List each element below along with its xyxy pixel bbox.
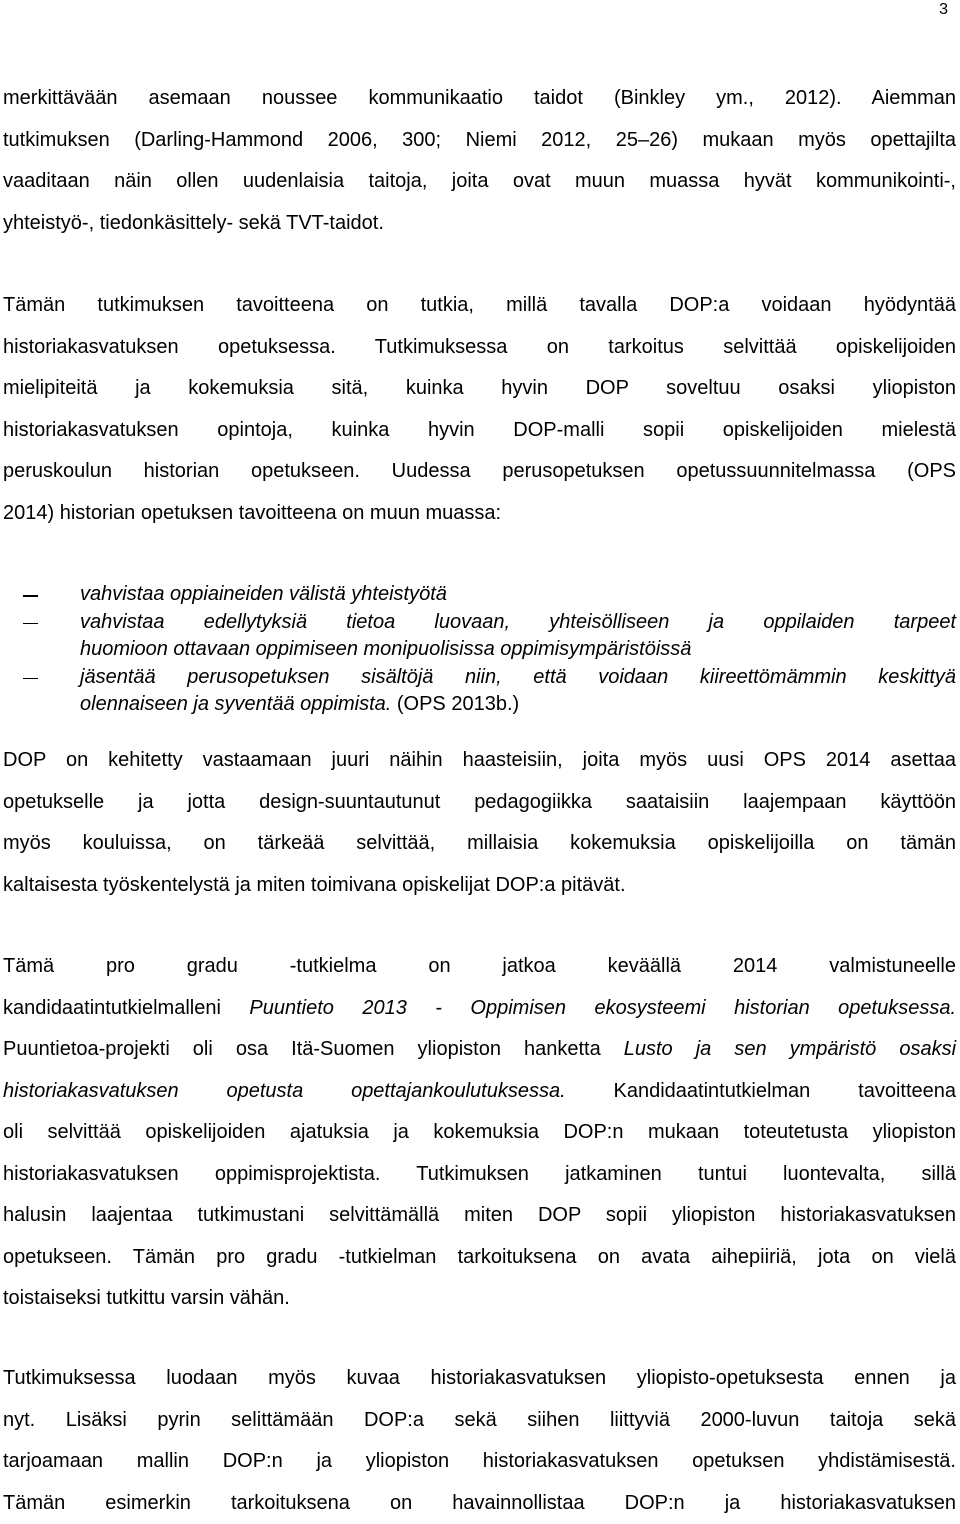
paragraph-5	[3, 1358, 956, 1524]
text-line	[3, 1029, 956, 1071]
list-item-text: olennaiseen ja syventää oppimista.	[80, 693, 391, 715]
thesis-title: Puuntieto 2013 - Oppimisen ekosysteemi historian opetuksessa.	[249, 997, 956, 1019]
text-line: 2014) historian opetuksen tavoitteena on muun muassa:	[3, 493, 956, 535]
text-line: Tämä pro gradu -tutkielma on jatkoa keväällä 2014 valmistuneelle	[3, 946, 956, 988]
list-item-text: jäsentää perusopetuksen sisältöjä niin, että voidaan kiireettömämmin keskittyä	[80, 664, 956, 692]
list-item-text: vahvistaa oppiaineiden välistä yhteistyötä	[80, 581, 956, 609]
text-line: Tämän tutkimuksen tavoitteena on tutkia, millä tavalla DOP:a voidaan hyödyntää	[3, 285, 956, 327]
text-segment: Kandidaatintutkielman tavoitteena	[566, 1080, 956, 1102]
text-line: tutkimuksen (Darling-Hammond 2006, 300; Niemi 2012, 25–26) mukaan myös opettajilta	[3, 120, 956, 162]
text-segment: kandidaatintutkielmalleni	[3, 997, 249, 1019]
text-line: tarjoamaan mallin DOP:n ja yliopiston historiakasvatuksen opetuksen yhdistämisestä.	[3, 1441, 956, 1483]
text-line	[3, 988, 956, 1030]
citation: (OPS 2013b.)	[391, 693, 519, 715]
list-item	[3, 581, 956, 609]
text-line: historiakasvatuksen opetuksessa. Tutkimuksessa on tarkoitus selvittää opiskelijoiden	[3, 327, 956, 369]
text-line: Tämän esimerkin tarkoituksena on havainnollistaa DOP:n ja historiakasvatuksen	[3, 1483, 956, 1524]
text-line: mielipiteitä ja kokemuksia sitä, kuinka hyvin DOP soveltuu osaksi yliopiston	[3, 368, 956, 410]
text-line: halusin laajentaa tutkimustani selvittämällä miten DOP sopii yliopiston historiakasvatuksen	[3, 1195, 956, 1237]
paragraph-1	[3, 78, 956, 244]
text-line: toistaiseksi tutkittu varsin vähän.	[3, 1278, 956, 1320]
text-line	[3, 1071, 956, 1113]
text-line: yhteistyö-, tiedonkäsittely- sekä TVT-taidot.	[3, 203, 956, 245]
list-item-text-line	[80, 691, 956, 719]
list-item	[3, 664, 956, 719]
text-segment: Puuntietoa-projekti oli osa Itä-Suomen yliopiston hanketta	[3, 1038, 624, 1060]
text-line: nyt. Lisäksi pyrin selittämään DOP:a sekä siihen liittyviä 2000-luvun taitoja sekä	[3, 1400, 956, 1442]
page-number: 3	[939, 0, 948, 20]
text-line: DOP on kehitetty vastaamaan juuri näihin haasteisiin, joita myös uusi OPS 2014 asettaa	[3, 740, 956, 782]
list-item-text: huomioon ottavaan oppimiseen monipuolisissa oppimisympäristöissä	[80, 636, 956, 664]
paragraph-2	[3, 285, 956, 534]
project-title-cont: historiakasvatuksen opetusta opettajankoulutuksessa.	[3, 1080, 566, 1102]
text-line: merkittävään asemaan noussee kommunikaatio taidot (Binkley ym., 2012). Aiemman	[3, 78, 956, 120]
project-title: Lusto ja sen ympäristö osaksi	[624, 1038, 956, 1060]
objectives-list	[3, 581, 956, 719]
text-line: historiakasvatuksen oppimisprojektista. Tutkimuksen jatkaminen tuntui luontevalta, sillä	[3, 1154, 956, 1196]
paragraph-4	[3, 946, 956, 1320]
text-line: peruskoulun historian opetukseen. Uudessa perusopetuksen opetussuunnitelmassa (OPS	[3, 451, 956, 493]
text-line: opetukselle ja jotta design-suuntautunut pedagogiikka saataisiin laajempaan käyttöön	[3, 782, 956, 824]
text-line: opetukseen. Tämän pro gradu -tutkielman tarkoituksena on avata aihepiiriä, jota on vielä	[3, 1237, 956, 1279]
text-line: oli selvittää opiskelijoiden ajatuksia ja kokemuksia DOP:n mukaan toteutetusta yliopiston	[3, 1112, 956, 1154]
list-item	[3, 609, 956, 664]
text-line: kaltaisesta työskentelystä ja miten toimivana opiskelijat DOP:a pitävät.	[3, 865, 956, 907]
list-item-text: vahvistaa edellytyksiä tietoa luovaan, yhteisölliseen ja oppilaiden tarpeet	[80, 609, 956, 637]
text-line: Tutkimuksessa luodaan myös kuvaa historiakasvatuksen yliopisto-opetuksesta ennen ja	[3, 1358, 956, 1400]
paragraph-3	[3, 740, 956, 906]
text-line: vaaditaan näin ollen uudenlaisia taitoja, joita ovat muun muassa hyvät kommunikointi-,	[3, 161, 956, 203]
text-line: myös kouluissa, on tärkeää selvittää, millaisia kokemuksia opiskelijoilla on tämän	[3, 823, 956, 865]
text-line: historiakasvatuksen opintoja, kuinka hyvin DOP-malli sopii opiskelijoiden mielestä	[3, 410, 956, 452]
